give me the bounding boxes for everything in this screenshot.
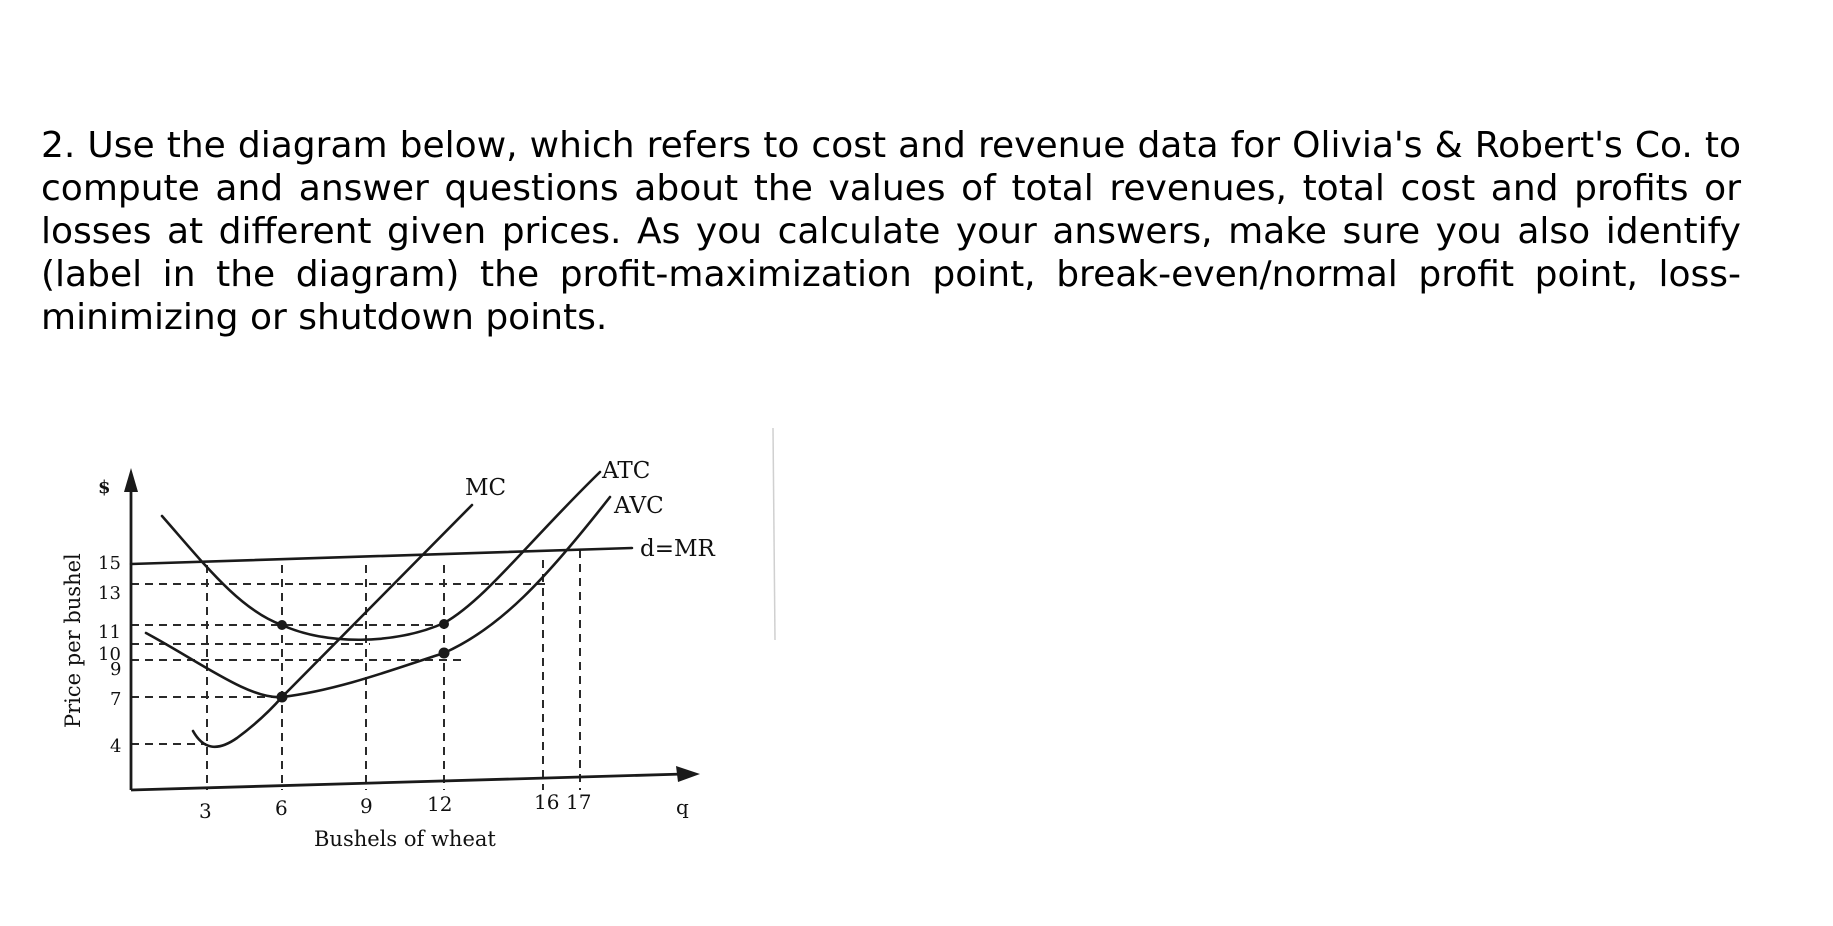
label-mc: MC — [465, 475, 507, 501]
question-text: 2. Use the diagram below, which refers to cost and revenue data for Olivia's & Robert's Co. to compute and answer questions about the values of total revenues, total cost and profits or losses at different given prices. As you calculate your answers, make sure you also identify (label in the diagram) the profit-maximization point, break-even/normal profit point, loss-minimizing or shutdown points. — [41, 125, 1741, 338]
y-tick-9: 9 — [110, 659, 122, 680]
dashed-guides — [131, 550, 580, 790]
y-axis-arrow — [124, 468, 138, 492]
x-tick-17: 17 — [566, 790, 592, 814]
point-atc-q6 — [277, 620, 287, 630]
avc-curve — [146, 497, 610, 697]
label-atc: ATC — [602, 458, 651, 484]
y-tick-10: 10 — [98, 644, 121, 665]
y-tick-4: 4 — [110, 736, 122, 757]
x-tick-6: 6 — [275, 796, 288, 820]
y-axis-title: Price per bushel — [61, 553, 85, 728]
y-tick-15: 15 — [98, 553, 121, 574]
x-axis-arrow — [676, 766, 700, 782]
point-avc-q12 — [439, 648, 450, 659]
label-avc: AVC — [614, 493, 664, 519]
y-tick-7: 7 — [110, 689, 122, 710]
x-tick-12: 12 — [427, 792, 453, 816]
y-axis-symbol: $ — [98, 477, 111, 498]
x-tick-9: 9 — [360, 794, 373, 818]
x-axis-line — [131, 774, 684, 790]
y-tick-13: 13 — [98, 583, 121, 604]
point-atc-q12 — [439, 619, 449, 629]
y-tick-11: 11 — [98, 622, 121, 643]
x-axis-symbol: q — [676, 795, 689, 819]
x-tick-3: 3 — [199, 799, 212, 823]
x-axis-title: Bushels of wheat — [314, 827, 496, 851]
x-tick-16: 16 — [534, 790, 560, 814]
scan-artifact-line — [773, 428, 775, 640]
label-demand-mr: d=MR — [640, 536, 715, 562]
point-mc-avc-min — [277, 692, 288, 703]
